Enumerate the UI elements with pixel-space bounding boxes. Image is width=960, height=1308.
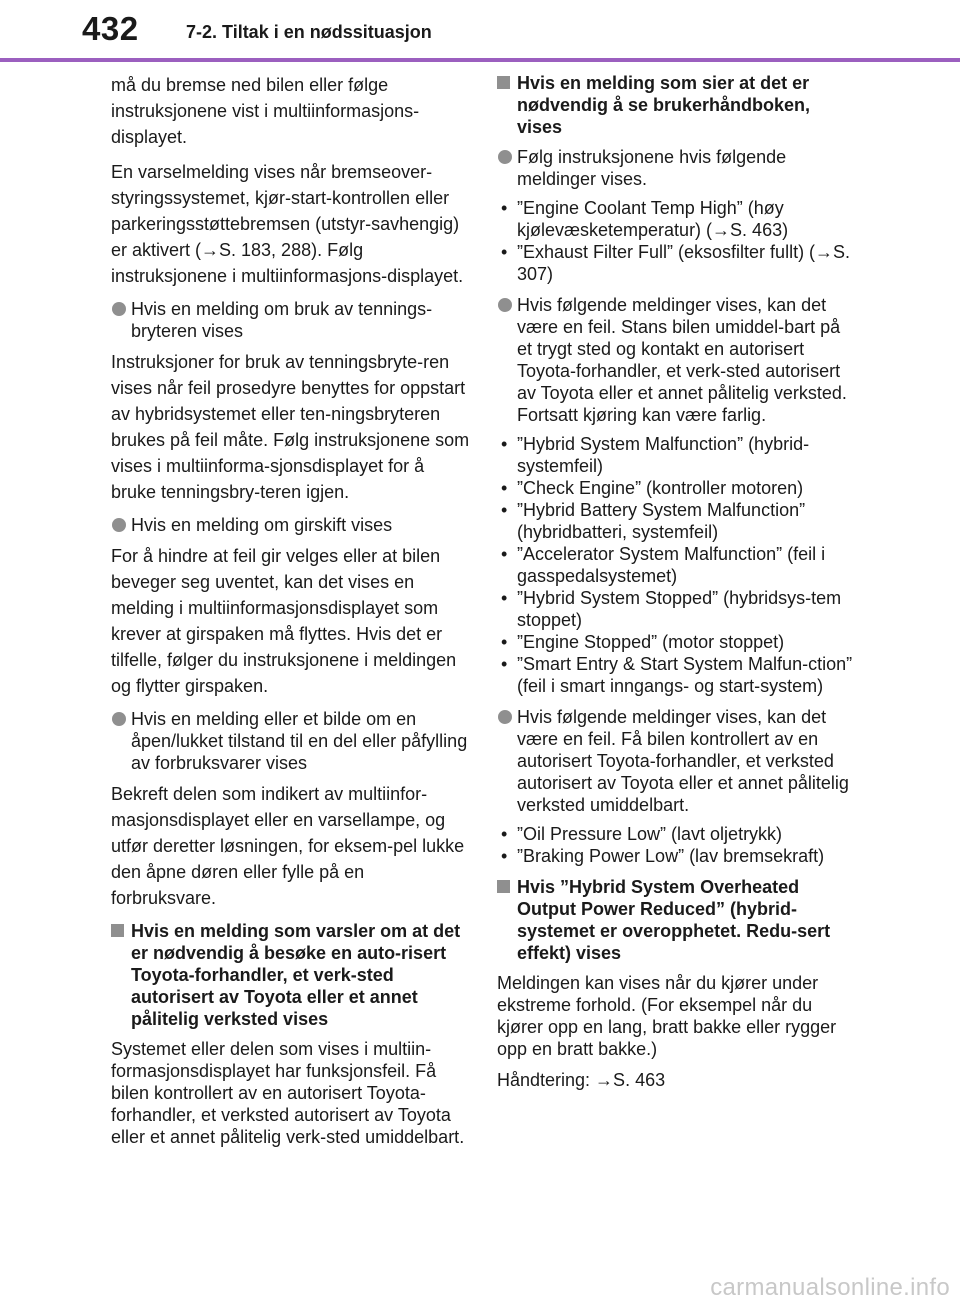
bullet-item: [497, 706, 857, 816]
paragraph: Meldingen kan vises når du kjører under ekstreme forhold. (For eksempel når du kjører opp en lang, bratt bakke eller rygger opp en bratt bakke.): [497, 973, 837, 1059]
page-number: 432: [82, 10, 139, 47]
list-item: [497, 587, 857, 631]
page-header: [0, 0, 960, 64]
message-list: [497, 823, 857, 867]
bullet-text: Hvis følgende meldinger vises, kan det være en feil. Få bilen kontrollert av en autorisert Toyota-forhandler, et verksted autorisert av Toyota eller et annet pålitelig verksted umiddelbart.: [517, 707, 849, 815]
bullet-marker: •: [501, 242, 508, 262]
bullet-marker: •: [501, 478, 508, 498]
list-item: [497, 845, 857, 867]
bullet-marker: •: [501, 654, 508, 674]
bullet-marker: •: [501, 846, 508, 866]
header-divider: [0, 58, 960, 62]
list-item-text: ”Hybrid System Malfunction” (hybrid-systemfeil): [517, 434, 810, 476]
bullet-item: [111, 708, 471, 774]
bullet-marker: •: [501, 544, 508, 564]
paragraph: Instruksjoner for bruk av tenningsbryte-ren vises når feil prosedyre benyttes for oppstart av hybridsystemet eller ten-ningsbryteren brukes på feil måte. Følg instruksjonene som vises i multiinforma-sjonsdisplayet for å bruke tenningsbry-teren igjen.: [111, 352, 470, 502]
subheading: [497, 72, 857, 138]
circle-bullet-icon: [112, 302, 126, 316]
list-item-text: ”Engine Coolant Temp High” (høy kjølevæsketemperatur) (→S. 463): [517, 198, 789, 240]
bullet-text: Følg instruksjonene hvis følgende meldinger vises.: [517, 147, 787, 189]
list-item-text: ”Hybrid System Stopped” (hybridsys-tem stoppet): [517, 588, 842, 630]
square-bullet-icon: [111, 924, 124, 937]
bullet-marker: •: [501, 632, 508, 652]
bullet-text: Hvis en melding om bruk av tennings-bryteren vises: [131, 299, 433, 341]
paragraph: For å hindre at feil gir velges eller at bilen beveger seg uventet, kan det vises en melding i multiinformasjonsdisplayet som krever at girspaken må flyttes. Hvis det er tilfelle, følger du instruksjonene i meldingen og flytter girspaken.: [111, 546, 457, 696]
circle-bullet-icon: [112, 712, 126, 726]
list-item-text: ”Braking Power Low” (lav bremsekraft): [517, 846, 825, 866]
paragraph: En varselmelding vises når bremseover-styringssystemet, kjør-start-kontrollen eller parkeringsstøttebremsen (utstyr-savhengig) er aktivert (→S. 183, 288). Følg instruksjonene i multiinformasjons-displayet.: [111, 162, 464, 286]
bullet-text: Hvis en melding om girskift vises: [131, 515, 393, 535]
list-item-text: ”Check Engine” (kontroller motoren): [517, 478, 804, 498]
message-list: [497, 197, 857, 285]
bullet-marker: •: [501, 198, 508, 218]
paragraph: Systemet eller delen som vises i multiin-formasjonsdisplayet har funksjonsfeil. Få bilen kontrollert av en autorisert Toyota-forhandler, et verksted autorisert av Toyota eller et annet pålitelig verk-sted umiddelbart.: [111, 1039, 465, 1147]
list-item-text: ”Accelerator System Malfunction” (feil i gasspedalsystemet): [517, 544, 826, 586]
subheading-text: Hvis ”Hybrid System Overheated Output Power Reduced” (hybrid-systemet er overopphetet. Redu-sert effekt) vises: [517, 877, 831, 963]
list-item-text: ”Exhaust Filter Full” (eksosfilter fullt) (→S. 307): [517, 242, 851, 284]
list-item-text: ”Oil Pressure Low” (lavt oljetrykk): [517, 824, 783, 844]
list-item: [497, 823, 857, 845]
list-item: [497, 631, 857, 653]
watermark: carmanualsonline.info: [710, 1274, 950, 1301]
left-column: [111, 72, 471, 1157]
circle-bullet-icon: [498, 710, 512, 724]
list-item: [497, 653, 857, 697]
list-item-text: ”Engine Stopped” (motor stoppet): [517, 632, 785, 652]
paragraph: Håndtering: →S. 463: [497, 1070, 666, 1090]
subheading: [111, 920, 471, 1030]
list-item: [497, 241, 857, 285]
right-column: [497, 72, 857, 1100]
bullet-marker: •: [501, 824, 508, 844]
bullet-item: [111, 514, 471, 536]
circle-bullet-icon: [498, 150, 512, 164]
section-title: 7-2. Tiltak i en nødssituasjon: [186, 22, 432, 42]
message-list: [497, 433, 857, 697]
bullet-marker: •: [501, 434, 508, 454]
bullet-item: [497, 146, 857, 190]
list-item-text: ”Smart Entry & Start System Malfun-ction” (feil i smart inngangs- og start-system): [517, 654, 853, 696]
list-item: [497, 433, 857, 477]
bullet-text: Hvis en melding eller et bilde om en åpen/lukket tilstand til en del eller påfylling av forbruksvarer vises: [131, 709, 468, 773]
bullet-marker: •: [501, 588, 508, 608]
bullet-item: [111, 298, 471, 342]
list-item: [497, 197, 857, 241]
paragraph: Bekreft delen som indikert av multiinfor-masjonsdisplayet eller en varsellampe, og utfør deretter løsningen, for eksem-pel lukke den åpne døren eller fylle på en forbruksvare.: [111, 784, 465, 908]
bullet-text: Hvis følgende meldinger vises, kan det være en feil. Stans bilen umiddel-bart på et trygt sted og kontakt en autorisert Toyota-forhandler, et verk-sted autorisert av Toyota eller et annet pålitelig verksted. Fortsatt kjøring kan være farlig.: [517, 295, 847, 425]
subheading-text: Hvis en melding som varsler om at det er nødvendig å besøke en auto-risert Toyota-forhandler, et verk-sted autorisert av Toyota eller et annet pålitelig verksted vises: [131, 921, 461, 1029]
bullet-item: [497, 294, 857, 426]
bullet-marker: •: [501, 500, 508, 520]
subheading-text: Hvis en melding som sier at det er nødvendig å se brukerhåndboken, vises: [517, 73, 811, 137]
square-bullet-icon: [497, 880, 510, 893]
list-item-text: ”Hybrid Battery System Malfunction” (hybridbatteri, systemfeil): [517, 500, 806, 542]
paragraph: må du bremse ned bilen eller følge instruksjonene vist i multiinformasjons-displayet.: [111, 75, 420, 147]
list-item: [497, 499, 857, 543]
subheading: [497, 876, 857, 964]
circle-bullet-icon: [112, 518, 126, 532]
square-bullet-icon: [497, 76, 510, 89]
circle-bullet-icon: [498, 298, 512, 312]
list-item: [497, 477, 857, 499]
list-item: [497, 543, 857, 587]
